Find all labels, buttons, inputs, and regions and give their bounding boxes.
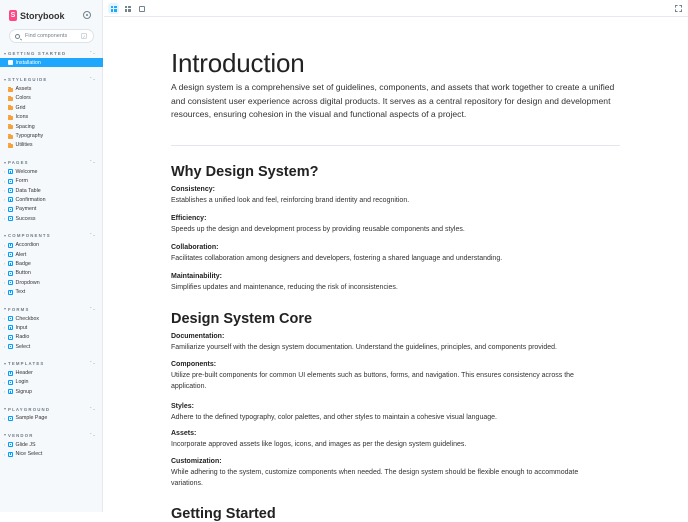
sidebar-item-label: Badge bbox=[15, 260, 31, 267]
definition-description: Utilize pre-built components for common UI elements such as buttons, forms, and navigation. This ensures consistency across the application. bbox=[171, 372, 574, 391]
component-icon bbox=[8, 197, 13, 202]
sidebar-item[interactable] bbox=[0, 58, 103, 67]
chevron-right-icon: › bbox=[4, 389, 6, 395]
sidebar-item[interactable] bbox=[0, 278, 103, 287]
folder-icon bbox=[8, 116, 13, 120]
sidebar-group bbox=[0, 405, 103, 423]
sidebar-item-label: Utilities bbox=[15, 142, 33, 149]
sidebar-group-header[interactable] bbox=[0, 405, 103, 414]
chevron-right-icon: › bbox=[4, 169, 6, 175]
definition-term: Styles: bbox=[171, 403, 194, 410]
sidebar-nav bbox=[0, 49, 103, 467]
sidebar-item-label: Typography bbox=[15, 133, 44, 140]
preview-toolbar bbox=[104, 0, 688, 17]
expand-collapse-icon[interactable]: ⌃⌄ bbox=[89, 232, 96, 238]
component-icon bbox=[8, 271, 13, 276]
sidebar-group bbox=[0, 75, 103, 150]
definition-entry bbox=[171, 402, 611, 423]
chevron-down-icon bbox=[4, 308, 6, 310]
chevron-down-icon bbox=[4, 408, 6, 410]
chevron-down-icon bbox=[4, 363, 6, 365]
expand-collapse-icon[interactable]: ⌃⌄ bbox=[89, 159, 96, 165]
chevron-right-icon: › bbox=[4, 280, 6, 286]
background-button[interactable] bbox=[122, 3, 133, 14]
sidebar-group-title: GETTING STARTED bbox=[8, 51, 67, 56]
sidebar-group-title: STYLEGUIDE bbox=[8, 77, 48, 83]
sidebar-item-label: Input bbox=[15, 324, 28, 331]
component-icon bbox=[8, 216, 13, 221]
sidebar-item-label: Dropdown bbox=[15, 279, 40, 286]
sidebar-group-title: PLAYGROUND bbox=[8, 406, 51, 412]
sidebar-group bbox=[0, 305, 103, 352]
chevron-right-icon: › bbox=[4, 451, 6, 457]
docs-content bbox=[104, 18, 688, 522]
sidebar-item[interactable] bbox=[0, 378, 103, 387]
definition-term: Collaboration: bbox=[171, 244, 219, 251]
component-icon bbox=[8, 169, 13, 174]
definition-term: Efficiency: bbox=[171, 215, 207, 222]
expand-collapse-icon[interactable]: ⌃⌄ bbox=[89, 431, 96, 437]
page-title: Introduction bbox=[171, 48, 305, 78]
chevron-right-icon: › bbox=[4, 206, 6, 212]
definition-term: Customization: bbox=[171, 458, 222, 465]
section-heading: Getting Started bbox=[171, 506, 276, 522]
sidebar-item[interactable] bbox=[0, 122, 103, 131]
chevron-right-icon: › bbox=[4, 316, 6, 321]
chevron-down-icon bbox=[4, 79, 6, 81]
sidebar-item-label: Installation bbox=[15, 59, 41, 66]
sidebar-item[interactable] bbox=[0, 177, 103, 186]
component-icon bbox=[8, 290, 13, 295]
storybook-logo-icon: S bbox=[10, 12, 16, 19]
component-icon bbox=[8, 207, 13, 212]
definition-description: Familiarize yourself with the design system documentation. Understand the guidelines, principles, and components provided. bbox=[171, 344, 557, 351]
sidebar-item[interactable] bbox=[0, 186, 103, 195]
grid-view-button[interactable] bbox=[108, 3, 119, 14]
frame-button[interactable] bbox=[136, 3, 147, 14]
chevron-right-icon: › bbox=[4, 289, 6, 295]
sidebar-group-header[interactable] bbox=[0, 75, 103, 84]
definition-entry bbox=[171, 360, 611, 392]
definition-description: Incorporate approved assets like logos, icons, and images as per the design system guidelines. bbox=[171, 441, 467, 448]
sidebar-item[interactable] bbox=[0, 287, 103, 296]
chevron-down-icon bbox=[4, 235, 6, 237]
component-icon bbox=[8, 452, 13, 457]
folder-icon bbox=[8, 135, 13, 139]
chevron-right-icon: › bbox=[4, 370, 6, 376]
sidebar-item-label: Signup bbox=[15, 388, 32, 395]
sidebar-item-label: Sample Page bbox=[15, 415, 48, 422]
chevron-right-icon: › bbox=[4, 252, 6, 258]
sidebar-item[interactable] bbox=[0, 141, 103, 150]
chevron-right-icon: › bbox=[4, 261, 6, 267]
search-shortcut-badge: / bbox=[81, 33, 87, 39]
expand-collapse-icon[interactable]: ⌃⌄ bbox=[89, 360, 96, 366]
expand-collapse-icon[interactable]: ⌃⌄ bbox=[89, 50, 96, 55]
component-icon bbox=[8, 325, 13, 330]
definition-term: Maintainability: bbox=[171, 273, 222, 280]
sidebar-item-label: Select bbox=[15, 343, 31, 350]
sidebar-item-label: Alert bbox=[15, 251, 27, 258]
chevron-down-icon bbox=[4, 53, 6, 55]
sidebar-item[interactable] bbox=[0, 269, 103, 278]
sidebar-group-title: COMPONENTS bbox=[8, 233, 51, 239]
search-placeholder: Find components bbox=[25, 33, 68, 39]
chevron-right-icon: › bbox=[4, 188, 6, 194]
definition-description: While adhering to the system, customize components when needed. The design system should be flexible enough to accommodate variations. bbox=[171, 469, 579, 488]
sidebar-item[interactable] bbox=[0, 414, 103, 423]
document-icon bbox=[8, 60, 13, 65]
settings-gear-icon[interactable] bbox=[83, 11, 91, 19]
background-icon bbox=[125, 6, 131, 12]
sidebar-item[interactable] bbox=[0, 94, 103, 103]
sidebar-item-label: Assets bbox=[15, 86, 32, 93]
sidebar-item[interactable] bbox=[0, 342, 103, 351]
sidebar-group-header[interactable] bbox=[0, 158, 103, 167]
sidebar-group bbox=[0, 431, 103, 459]
chevron-right-icon: › bbox=[4, 442, 6, 448]
sidebar-group bbox=[0, 158, 103, 223]
definition-description: Adhere to the defined typography, color palettes, and other styles to maintain a cohesive visual language. bbox=[171, 414, 497, 421]
sidebar-item[interactable] bbox=[0, 205, 103, 214]
frame-icon bbox=[139, 6, 145, 12]
sidebar-item[interactable] bbox=[0, 240, 103, 249]
component-icon bbox=[8, 280, 13, 285]
component-icon bbox=[8, 442, 13, 447]
fullscreen-icon[interactable] bbox=[675, 5, 682, 12]
sidebar-item-label: Accordion bbox=[15, 242, 40, 249]
sidebar-item-label: Spacing bbox=[15, 123, 35, 130]
sidebar-group bbox=[0, 359, 103, 396]
expand-collapse-icon[interactable]: ⌃⌄ bbox=[89, 405, 96, 411]
section-heading: Why Design System? bbox=[171, 164, 319, 180]
section-heading: Design System Core bbox=[171, 311, 313, 327]
sidebar-group-title: PAGES bbox=[8, 160, 29, 166]
sidebar-item[interactable] bbox=[0, 103, 103, 112]
expand-collapse-icon[interactable]: ⌃⌄ bbox=[89, 305, 96, 311]
sidebar-item[interactable] bbox=[0, 195, 103, 204]
definition-entry bbox=[171, 429, 611, 450]
sidebar-group bbox=[0, 231, 103, 296]
brand-name: Storybook bbox=[20, 10, 65, 21]
sidebar-item-label: Glide JS bbox=[15, 441, 36, 448]
definition-term: Components: bbox=[171, 361, 217, 368]
chevron-right-icon: › bbox=[4, 242, 6, 248]
sidebar-group bbox=[0, 49, 103, 67]
sidebar-item-label: Radio bbox=[15, 334, 30, 341]
component-icon bbox=[8, 179, 13, 184]
sidebar-item-label: Data Table bbox=[15, 187, 41, 194]
component-icon bbox=[8, 416, 13, 421]
component-icon bbox=[8, 389, 13, 394]
sidebar-item[interactable] bbox=[0, 323, 103, 332]
sidebar-item-label: Grid bbox=[15, 104, 26, 111]
folder-icon bbox=[8, 125, 13, 129]
sidebar-item-label: Button bbox=[15, 270, 31, 277]
component-icon bbox=[8, 380, 13, 385]
search-icon bbox=[15, 34, 20, 39]
chevron-right-icon: › bbox=[4, 270, 6, 276]
component-icon bbox=[8, 344, 13, 349]
definition-entry bbox=[171, 457, 611, 489]
chevron-right-icon: › bbox=[4, 415, 6, 421]
grid-view-icon bbox=[111, 6, 117, 12]
definition-description: Facilitates collaboration among designers and developers, fostering a shared language and understanding. bbox=[171, 255, 503, 262]
divider bbox=[171, 145, 620, 146]
sidebar-group-header[interactable] bbox=[0, 359, 103, 368]
folder-icon bbox=[8, 88, 13, 92]
definition-description: Speeds up the design and development process by providing reusable components and styles. bbox=[171, 226, 465, 233]
chevron-right-icon: › bbox=[4, 325, 6, 331]
sidebar-item[interactable] bbox=[0, 440, 103, 449]
folder-icon bbox=[8, 106, 13, 110]
sidebar-item[interactable] bbox=[0, 167, 103, 176]
sidebar-item-label: Header bbox=[15, 370, 33, 377]
sidebar-item[interactable] bbox=[0, 250, 103, 259]
sidebar-group-title: VENDOR bbox=[8, 432, 34, 438]
sidebar-item[interactable] bbox=[0, 368, 103, 377]
sidebar-group-header[interactable] bbox=[0, 431, 103, 440]
sidebar-item-label: Payment bbox=[15, 206, 37, 213]
sidebar-item[interactable] bbox=[0, 387, 103, 396]
component-icon bbox=[8, 371, 13, 376]
sidebar-item-label: Login bbox=[15, 379, 29, 386]
sidebar-item[interactable] bbox=[0, 314, 103, 323]
sidebar-group-title: TEMPLATES bbox=[8, 361, 45, 367]
sidebar-item[interactable] bbox=[0, 214, 103, 223]
chevron-down-icon bbox=[4, 162, 6, 164]
sidebar-item[interactable] bbox=[0, 113, 103, 122]
chevron-down-icon bbox=[4, 434, 6, 436]
definition-entry bbox=[171, 272, 611, 293]
definition-description: Simplifies updates and maintenance, reducing the risk of inconsistencies. bbox=[171, 284, 398, 291]
sidebar-item[interactable] bbox=[0, 333, 103, 342]
definition-entry bbox=[171, 243, 611, 264]
component-icon bbox=[8, 335, 13, 340]
definition-description: Establishes a unified look and feel, reinforcing brand identity and recognition. bbox=[171, 197, 410, 204]
search-input[interactable] bbox=[9, 29, 94, 43]
chevron-right-icon: › bbox=[4, 334, 6, 340]
definition-entry bbox=[171, 332, 611, 353]
sidebar-item-label: Text bbox=[15, 289, 26, 296]
component-icon bbox=[8, 252, 13, 257]
folder-icon bbox=[8, 144, 13, 148]
sidebar-item-label: Success bbox=[15, 215, 36, 222]
folder-icon bbox=[8, 97, 13, 101]
sidebar-group-header[interactable] bbox=[0, 49, 103, 58]
component-icon bbox=[8, 261, 13, 266]
chevron-right-icon: › bbox=[4, 379, 6, 385]
definition-term: Assets: bbox=[171, 430, 197, 437]
sidebar-item-label: Welcome bbox=[15, 168, 38, 175]
definition-term: Consistency: bbox=[171, 186, 215, 193]
chevron-right-icon: › bbox=[4, 344, 6, 350]
chevron-right-icon: › bbox=[4, 178, 6, 184]
sidebar-group-title: FORMS bbox=[8, 306, 30, 312]
chevron-right-icon: › bbox=[4, 216, 6, 222]
sidebar-item-label: Nice Select bbox=[15, 451, 43, 458]
chevron-right-icon: › bbox=[4, 197, 6, 203]
sidebar-item-label: Colors bbox=[15, 95, 31, 102]
definition-term: Documentation: bbox=[171, 333, 225, 340]
sidebar-item[interactable] bbox=[0, 131, 103, 140]
sidebar-item[interactable] bbox=[0, 259, 103, 268]
component-icon bbox=[8, 243, 13, 248]
lead-paragraph: A design system is a comprehensive set of guidelines, components, and assets that work together to create a unified and consistent user experience across digital products. It serves as a central repository for design and development resources, ensuring cohesion in the visual and functional aspects of a project. bbox=[171, 82, 615, 120]
definition-entry bbox=[171, 185, 611, 206]
definition-entry bbox=[171, 214, 611, 235]
sidebar-item-label: Checkbox bbox=[15, 315, 40, 322]
sidebar-item-label: Form bbox=[15, 178, 28, 185]
component-icon bbox=[8, 316, 13, 321]
sidebar-item[interactable] bbox=[0, 84, 103, 93]
sidebar-item[interactable] bbox=[0, 449, 103, 458]
sidebar bbox=[0, 0, 103, 512]
sidebar-group-header[interactable] bbox=[0, 305, 103, 314]
component-icon bbox=[8, 188, 13, 193]
sidebar-group-header[interactable] bbox=[0, 231, 103, 240]
expand-collapse-icon[interactable]: ⌃⌄ bbox=[89, 76, 96, 82]
sidebar-item-label: Icons bbox=[15, 114, 29, 121]
brand[interactable] bbox=[9, 10, 65, 21]
sidebar-item-label: Confirmation bbox=[15, 196, 46, 203]
